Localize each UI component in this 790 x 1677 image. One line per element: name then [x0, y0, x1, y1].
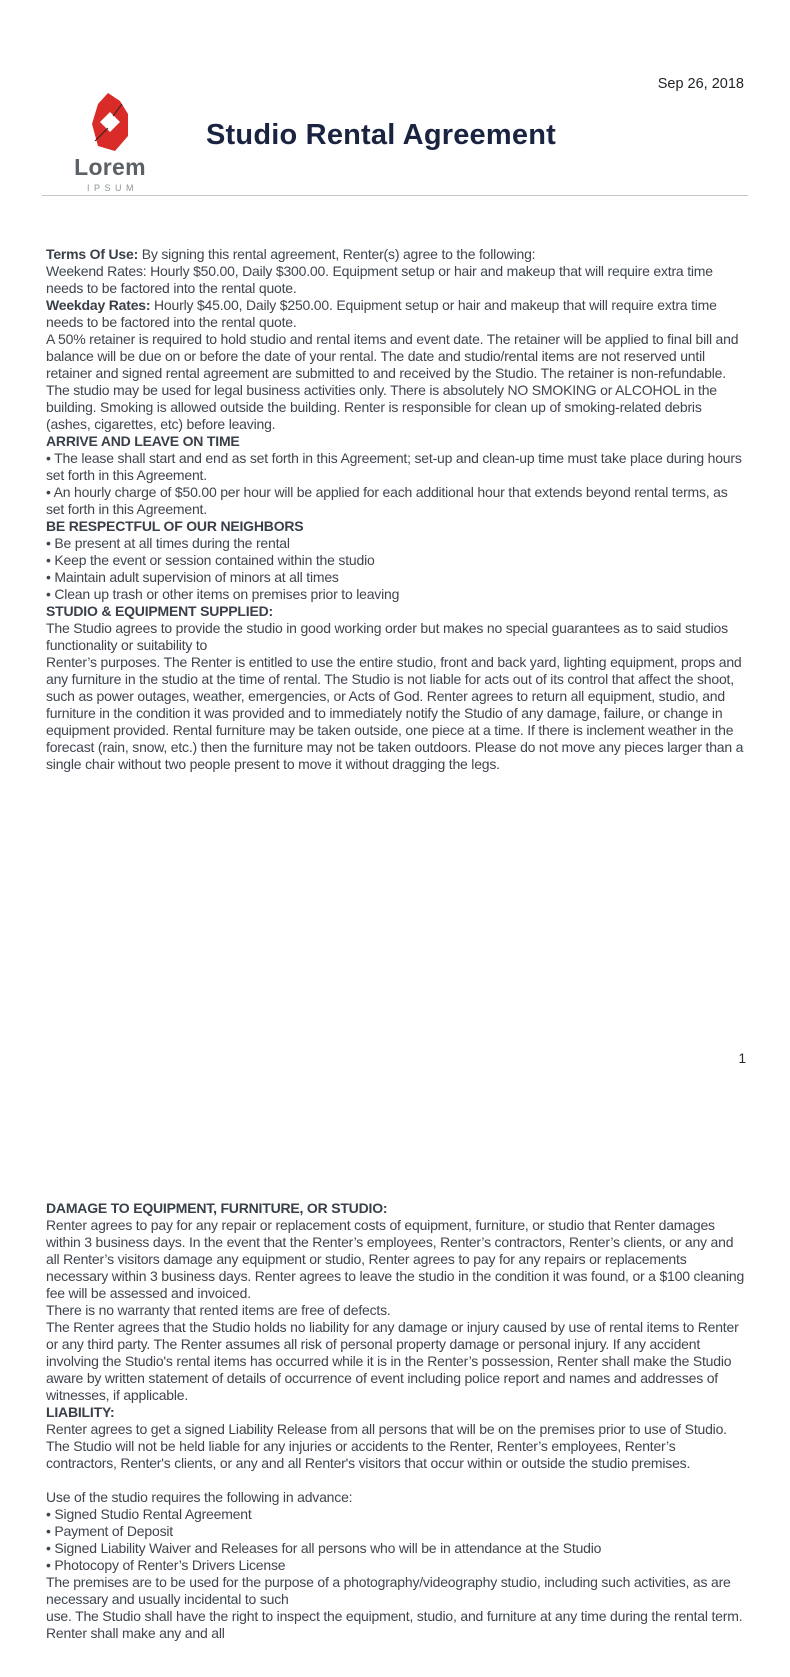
section-heading: ARRIVE AND LEAVE ON TIME — [46, 433, 240, 449]
paragraph: Terms Of Use: By signing this rental agreement, Renter(s) agree to the following: — [46, 246, 536, 262]
paragraph: Weekday Rates: Hourly $45.00, Daily $250.00. Equipment setup or hair and makeup that will require extra time needs to be factored into the rental quote. — [46, 297, 717, 330]
paragraph: • An hourly charge of $50.00 per hour will be applied for each additional hour that extends beyond rental terms, as set forth in this Agreement. — [46, 484, 728, 517]
section-heading: STUDIO & EQUIPMENT SUPPLIED: — [46, 603, 273, 619]
paragraph: Use of the studio requires the following in advance: — [46, 1489, 353, 1505]
section-heading: DAMAGE TO EQUIPMENT, FURNITURE, OR STUDIO: — [46, 1200, 388, 1216]
damage-liability-section — [46, 1200, 746, 1642]
paragraph-lead: Terms Of Use: — [46, 246, 139, 262]
paragraph: • Maintain adult supervision of minors at all times — [46, 569, 339, 585]
paragraph: • Photocopy of Renter’s Drivers License — [46, 1557, 286, 1573]
paragraph: Renter agrees to pay for any repair or replacement costs of equipment, furniture, or studio that Renter damages within 3 business days. In the event that the Renter’s employees, Renter’s contractors, Renter’s clients, or any and all Renter’s visitors damage any equipment or studio, Renter agrees to pay for any repairs or replacements necessary within 3 business days. Renter agrees to leave the studio in the condition it was found, or a $100 cleaning fee will be assessed and invoiced. — [46, 1217, 745, 1301]
logo-name: Lorem — [74, 154, 146, 180]
paragraph: There is no warranty that rented items are free of defects. — [46, 1302, 391, 1318]
header-divider — [42, 195, 748, 196]
paragraph: A 50% retainer is required to hold studio and rental items and event date. The retainer will be applied to final bill and balance will be due on or before the date of your rental. The date and studio/rental items are not reserved until retainer and signed rental agreement are submitted to and received by the Studio. The retainer is non-refundable. — [46, 331, 739, 381]
paragraph: use. The Studio shall have the right to inspect the equipment, studio, and furniture at any time during the rental term. Renter shall make any and all — [46, 1608, 743, 1641]
section-heading: BE RESPECTFUL OF OUR NEIGHBORS — [46, 518, 304, 534]
paragraph: • Clean up trash or other items on premises prior to leaving — [46, 586, 400, 602]
paragraph: Renter agrees to get a signed Liability Release from all persons that will be on the premises prior to use of Studio. The Studio will not be held liable for any injuries or accidents to the Renter, Renter’s employees, Renter’s contractors, Renter's clients, or any and all Renter's visitors that occur within or outside the studio premises. — [46, 1421, 727, 1471]
terms-of-use-section — [46, 246, 746, 773]
paragraph: The Renter agrees that the Studio holds no liability for any damage or injury caused by use of rental items to Renter or any third party. The Renter assumes all risk of personal property damage or personal injury. If any accident involving the Studio's rental items has occurred while it is in the Renter’s possession, Renter shall make the Studio aware by written statement of details of occurrence of event including police report and names and addresses of witnesses, if applicable. — [46, 1319, 739, 1403]
logo-subtitle: IPSUM — [86, 183, 138, 193]
paragraph: The Studio agrees to provide the studio in good working order but makes no special guarantees as to said studios functionality or suitability to — [46, 620, 728, 653]
paragraph: • Signed Liability Waiver and Releases for all persons who will be in attendance at the Studio — [46, 1540, 602, 1556]
paragraph: The studio may be used for legal business activities only. There is absolutely NO SMOKING or ALCOHOL in the building. Smoking is allowed outside the building. Renter is responsible for clean up of smoking-related debris (ashes, cigarettes, etc) before leaving. — [46, 382, 717, 432]
page-title: Studio Rental Agreement — [206, 119, 556, 151]
paragraph: • Be present at all times during the rental — [46, 535, 290, 551]
document-date: Sep 26, 2018 — [657, 76, 744, 92]
section-heading: LIABILITY: — [46, 1404, 115, 1420]
paragraph-lead: Weekday Rates: — [46, 297, 151, 313]
paragraph-spacer — [46, 1472, 746, 1489]
paragraph: Weekend Rates: Hourly $50.00, Daily $300.00. Equipment setup or hair and makeup that will require extra time needs to be factored into the rental quote. — [46, 263, 713, 296]
page-number: 1 — [738, 1051, 746, 1066]
paragraph: • Payment of Deposit — [46, 1523, 173, 1539]
paragraph: Renter’s purposes. The Renter is entitled to use the entire studio, front and back yard, lighting equipment, props and any furniture in the studio at the time of rental. The Studio is not liable for acts out of its control that affect the shoot, such as power outages, weather, emergencies, or Acts of God. Renter agrees to return all equipment, studio, and furniture in the condition it was provided and to immediately notify the Studio of any damage, failure, or change in equipment provided. Rental furniture may be taken outside, one piece at a time. If there is inclement weather in the forecast (rain, snow, etc.) then the furniture may not be taken outdoors. Please do not move any pieces larger than a single chair without two people present to move it without dragging the legs. — [46, 654, 744, 772]
paragraph: The premises are to be used for the purpose of a photography/videography studio, including such activities, as are necessary and usually incidental to such — [46, 1574, 731, 1607]
paragraph: • The lease shall start and end as set forth in this Agreement; set-up and clean-up time must take place during hours set forth in this Agreement. — [46, 450, 742, 483]
paragraph: • Keep the event or session contained within the studio — [46, 552, 375, 568]
paragraph: • Signed Studio Rental Agreement — [46, 1506, 252, 1522]
